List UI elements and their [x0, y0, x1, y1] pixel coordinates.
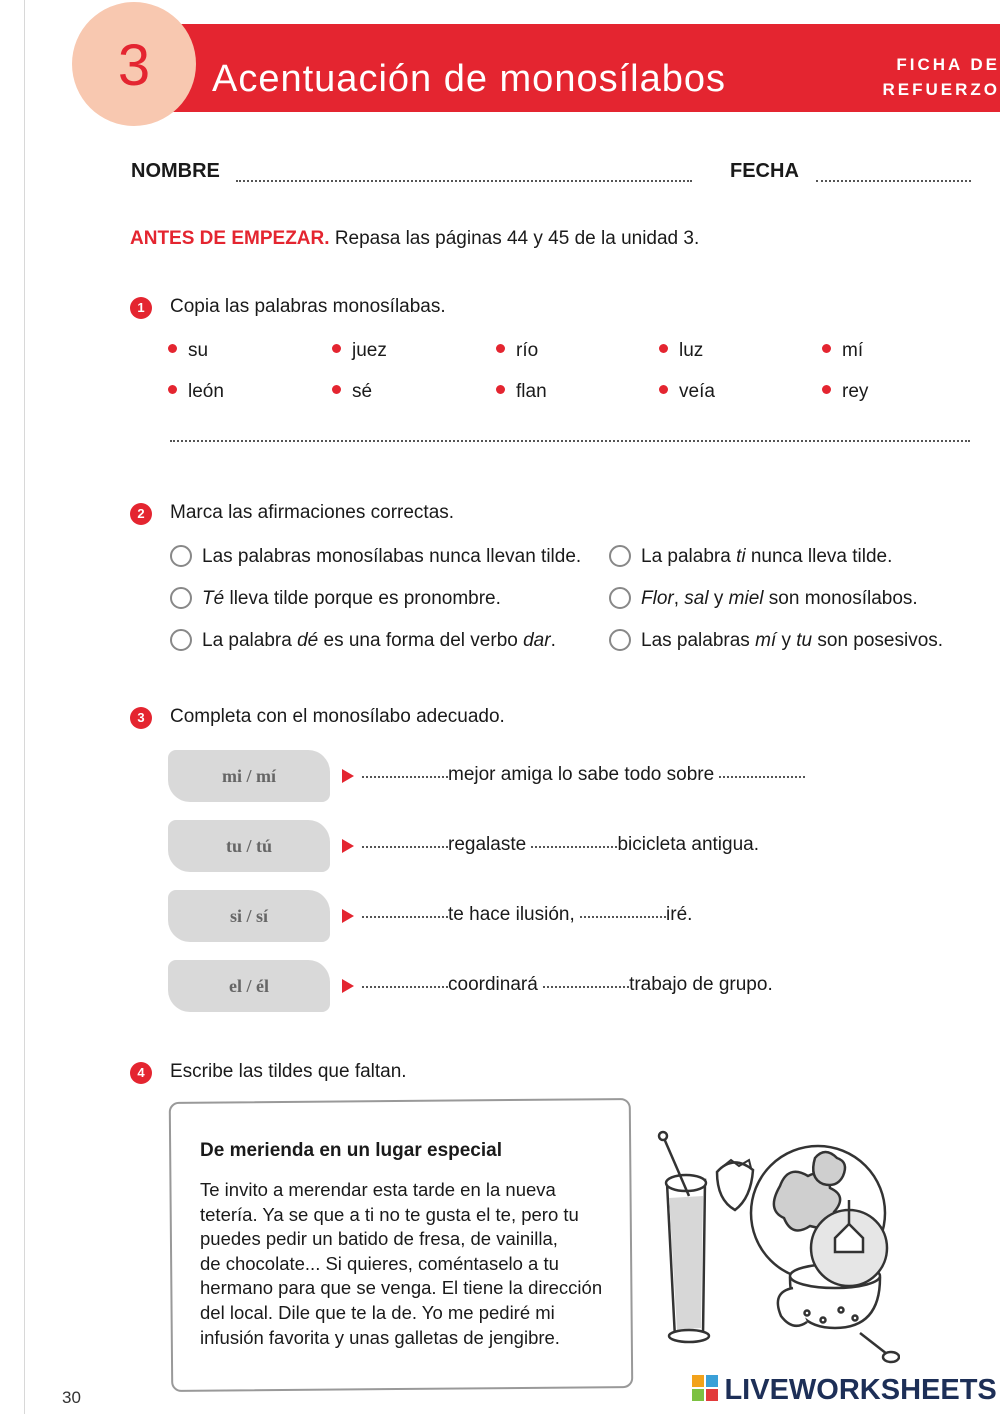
intro-line — [130, 228, 699, 250]
exercise-2-title: Marca las afirmaciones correctas. — [170, 502, 455, 523]
exercise-4-title: Escribe las tildes que faltan. — [170, 1061, 407, 1082]
blank-field[interactable] — [362, 776, 448, 778]
page-number: 30 — [62, 1388, 81, 1407]
statement-option[interactable]: Las palabras mí y tu son posesivos. — [609, 629, 943, 652]
page-margin-line — [24, 0, 25, 1414]
checkbox-circle[interactable] — [609, 545, 631, 567]
exercise-3-number: 3 — [130, 707, 152, 729]
blank-field[interactable] — [719, 776, 805, 778]
exercise-1-answer-line[interactable] — [170, 440, 970, 442]
reading-line: puedes pedir un batido de fresa, de vainilla, — [200, 1228, 558, 1250]
word-item: sé — [332, 381, 372, 403]
reading-line: Te invito a merendar esta tarde en la nueva — [200, 1179, 556, 1200]
exercise-2-number: 2 — [130, 503, 152, 525]
statement-option[interactable]: Las palabras monosílabas nunca llevan tilde. — [170, 545, 581, 568]
intro-lead: ANTES DE EMPEZAR. — [130, 228, 330, 249]
option-pill: tu / tú — [168, 820, 330, 872]
checkbox-circle[interactable] — [170, 545, 192, 567]
blank-field[interactable] — [362, 846, 448, 848]
word-item: juez — [332, 340, 387, 362]
page-title: Acentuación de monosílabos — [212, 58, 726, 100]
word-item: veía — [659, 381, 715, 403]
checkbox-circle[interactable] — [170, 629, 192, 651]
option-pill: si / sí — [168, 890, 330, 942]
blank-field[interactable] — [531, 846, 617, 848]
exercise-3-title: Completa con el monosílabo adecuado. — [170, 706, 505, 727]
word-item: rey — [822, 381, 868, 403]
arrow-icon — [342, 979, 354, 993]
worksheet-type: FICHA DE REFUERZO — [882, 55, 1000, 99]
brand-watermark[interactable] — [692, 1374, 997, 1408]
blank-field[interactable] — [362, 916, 448, 918]
statement-option[interactable]: La palabra ti nunca lleva tilde. — [609, 545, 892, 568]
reading-text[interactable] — [200, 1178, 620, 1350]
fecha-label: FECHA — [730, 160, 799, 182]
blank-field[interactable] — [362, 986, 448, 988]
nombre-label: NOMBRE — [131, 160, 220, 182]
exercise-1-title: Copia las palabras monosílabas. — [170, 296, 446, 317]
fecha-field[interactable] — [816, 180, 971, 182]
option-pill: mi / mí — [168, 750, 330, 802]
word-item: mí — [822, 340, 863, 362]
arrow-icon — [342, 769, 354, 783]
liveworksheets-logo-icon — [692, 1375, 718, 1401]
statement-option[interactable]: Té lleva tilde porque es pronombre. — [170, 587, 501, 610]
reading-title: De merienda en un lugar especial — [200, 1140, 502, 1161]
unit-number: 3 — [117, 33, 151, 98]
word-item: su — [168, 340, 208, 362]
exercise-4-number: 4 — [130, 1062, 152, 1084]
unit-number-badge — [72, 2, 196, 126]
word-item: río — [496, 340, 538, 362]
exercise-1-number: 1 — [130, 297, 152, 319]
nombre-field[interactable] — [236, 180, 692, 182]
word-item: león — [168, 381, 224, 403]
blank-field[interactable] — [543, 986, 629, 988]
reading-line: hermano para que se venga. El tiene la dirección — [200, 1277, 603, 1299]
blank-field[interactable] — [580, 916, 666, 918]
statement-option[interactable]: Flor, sal y miel son monosílabos. — [609, 587, 918, 610]
arrow-icon — [342, 839, 354, 853]
sentence-row: mejor amiga lo sabe todo sobre — [362, 764, 805, 786]
snack-illustration — [655, 1128, 900, 1368]
checkbox-circle[interactable] — [609, 629, 631, 651]
reading-line: del local. Dile que te la de. Yo me pediré mi — [200, 1301, 555, 1323]
word-item: flan — [496, 381, 547, 403]
intro-text: Repasa las páginas 44 y 45 de la unidad 3. — [334, 228, 700, 249]
sentence-row: coordinará trabajo de grupo. — [362, 974, 773, 996]
checkbox-circle[interactable] — [609, 587, 631, 609]
sentence-row: te hace ilusión, iré. — [362, 904, 692, 926]
checkbox-circle[interactable] — [170, 587, 192, 609]
arrow-icon — [342, 909, 354, 923]
option-pill: el / él — [168, 960, 330, 1012]
sentence-row: regalaste bicicleta antigua. — [362, 834, 759, 856]
reading-line: tetería. Ya se que a ti no te gusta el te, pero tu — [200, 1203, 579, 1225]
brand-name: LIVEWORKSHEETS — [724, 1374, 997, 1406]
reading-line: infusión favorita y unas galletas de jengibre. — [200, 1326, 560, 1348]
reading-line: de chocolate... Si quieres, coméntaselo a tu — [200, 1252, 559, 1274]
word-item: luz — [659, 340, 703, 362]
statement-option[interactable]: La palabra dé es una forma del verbo dar. — [170, 629, 556, 652]
